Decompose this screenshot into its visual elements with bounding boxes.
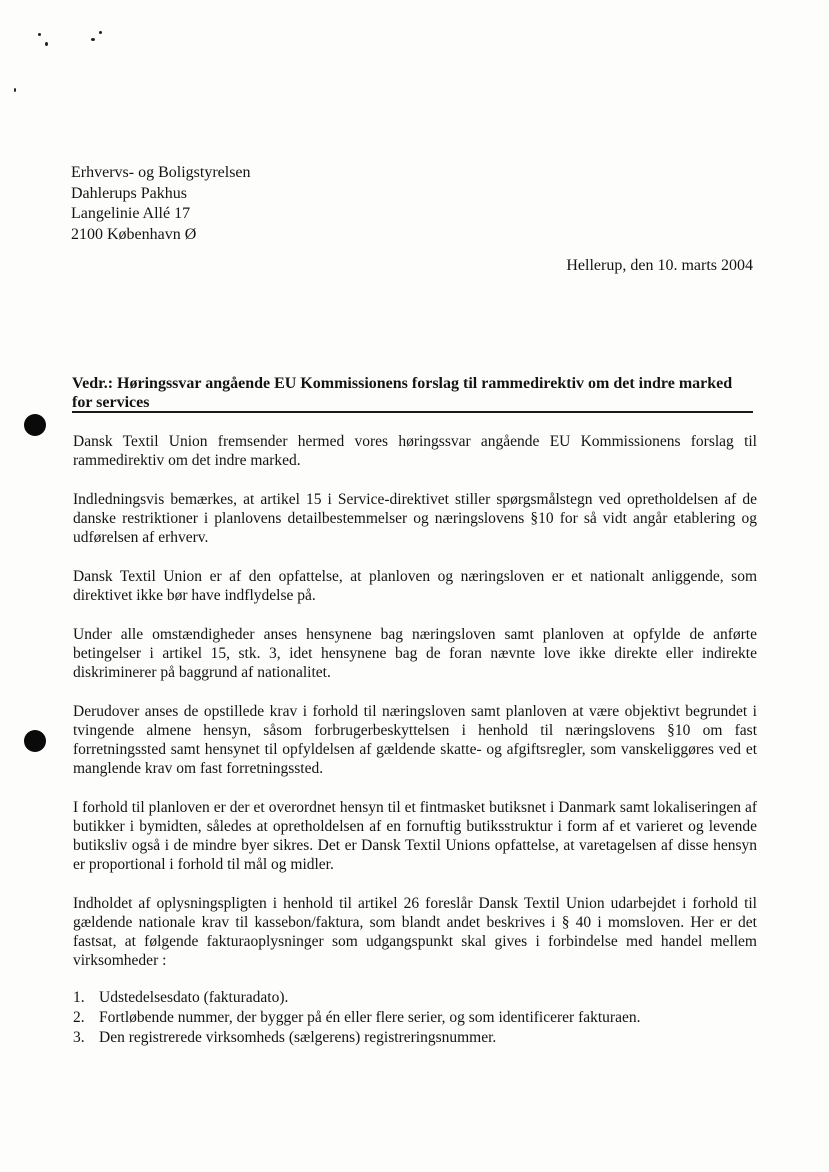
paragraph: Indledningsvis bemærkes, at artikel 15 i Service-direktivet stiller spørgsmålstegn ved opretholdelsen af de danske restriktioner i planlovens detailbestemmelser og næringslovens §10 for så vidt angår etablering og udførelsen af erhverv. bbox=[73, 491, 757, 546]
list-item-number: 1. bbox=[73, 989, 85, 1006]
scan-speck bbox=[99, 31, 102, 34]
subject-underline bbox=[72, 411, 753, 413]
list-item-text: Udstedelsesdato (fakturadato). bbox=[99, 989, 289, 1006]
list-item bbox=[73, 1008, 757, 1027]
punch-hole bbox=[24, 414, 46, 436]
scan-speck bbox=[14, 88, 16, 92]
paragraph: Indholdet af oplysningspligten i henhold til artikel 26 foreslår Dansk Textil Union udarbejdet i forhold til gældende nationale krav til kassebon/faktura, som blandt andet beskrives i § 40 i momsloven. Her er det fastsat, at følgende fakturaoplysninger som udgangspunkt skal gives i forbindelse med handel mellem virksomheder : bbox=[73, 895, 757, 969]
scan-speck bbox=[91, 38, 95, 41]
invoice-requirements-list bbox=[73, 988, 757, 1047]
paragraph: Dansk Textil Union er af den opfattelse, at planloven og næringsloven er et nationalt anliggende, som direktivet ikke bør have indflydelse på. bbox=[73, 568, 757, 604]
scan-speck bbox=[38, 33, 41, 36]
list-item-text: Den registrerede virksomheds (sælgerens) registreringsnummer. bbox=[99, 1029, 497, 1046]
recipient-address bbox=[71, 163, 251, 245]
paragraph: Under alle omstændigheder anses hensynene bag næringsloven samt planloven at opfylde de anførte betingelser i artikel 15, stk. 3, idet hensynene bag de foran nævnte love ikke direkte eller indirekte diskriminerer på baggrund af nationalitet. bbox=[73, 626, 757, 681]
address-line: Dahlerups Pakhus bbox=[71, 184, 187, 202]
paragraph: I forhold til planloven er der et overordnet hensyn til et fintmasket butiksnet i Danmark samt lokaliseringen af butikker i bymidten, således at opretholdelsen af en fornuftig butiksstruktur i form af et varieret og levende butiksliv også i de mindre byer sikres. Det er Dansk Textil Unions opfattelse, at varetagelsen af disse hensyn er proportional i forhold til mål og midler. bbox=[73, 799, 757, 873]
list-item bbox=[73, 988, 757, 1007]
scan-speck bbox=[45, 42, 48, 46]
list-item bbox=[73, 1028, 757, 1047]
paragraph: Dansk Textil Union fremsender hermed vores høringssvar angående EU Kommissionens forslag til rammedirektiv om det indre marked. bbox=[73, 433, 757, 469]
list-item-number: 2. bbox=[73, 1009, 85, 1026]
subject-line: Vedr.: Høringssvar angående EU Kommissionens forslag til rammedirektiv om det indre marked for services bbox=[72, 375, 733, 411]
paragraph: Derudover anses de opstillede krav i forhold til næringsloven samt planloven at være objektivt begrundet i tvingende almene hensyn, såsom forbrugerbeskyttelsen i henhold til næringslovens §10 om fast forretningssted samt hensynet til opfyldelsen af gældende skatte- og afgiftsregler, som vanskeliggøres ved et manglende krav om fast forretningssted. bbox=[73, 703, 757, 777]
list-item-text: Fortløbende nummer, der bygger på én eller flere serier, og som identificerer fakturaen. bbox=[99, 1009, 641, 1026]
address-line: Erhvervs- og Boligstyrelsen bbox=[71, 164, 251, 181]
list-item-number: 3. bbox=[73, 1029, 85, 1046]
date-line: Hellerup, den 10. marts 2004 bbox=[566, 257, 753, 274]
address-line: 2100 København Ø bbox=[71, 225, 197, 243]
letter-body bbox=[73, 432, 757, 1048]
punch-hole bbox=[24, 730, 46, 752]
address-line: Langelinie Allé 17 bbox=[71, 205, 191, 222]
